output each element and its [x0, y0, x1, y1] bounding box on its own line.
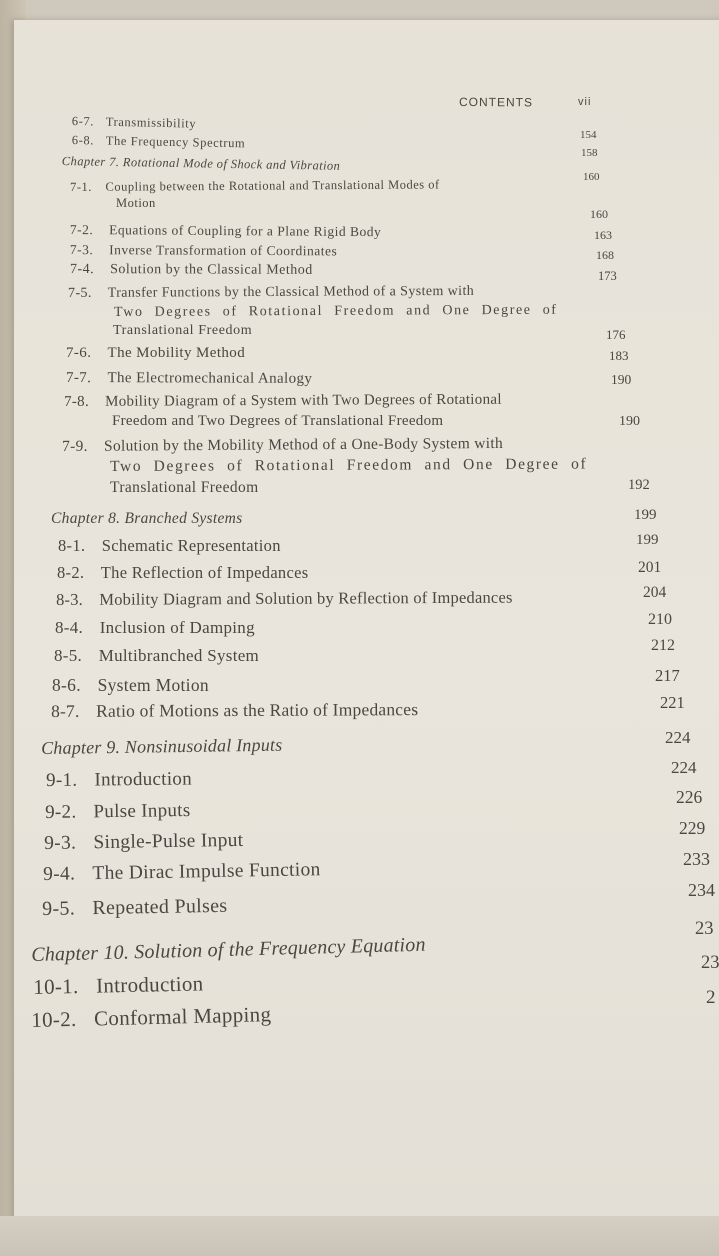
toc-entry-9-1: [46, 768, 192, 792]
toc-entry-8-6: [52, 675, 209, 696]
toc-entry-8-1: [58, 536, 281, 556]
section-title: Transfer Functions by the Classical Method of a System with: [107, 283, 475, 301]
section-title: Repeated Pulses: [92, 894, 228, 920]
section-title: Inverse Transformation of Coordinates: [109, 242, 338, 259]
chapter-heading-10: Chapter 10. Solution of the Frequency Equation: [31, 933, 426, 966]
section-number: 8-5.: [54, 646, 83, 665]
toc-entry-6-7: [72, 114, 197, 132]
section-number: 10-2.: [31, 1006, 77, 1032]
section-number: 9-1.: [46, 769, 78, 791]
page-number-roman: vii: [578, 96, 592, 108]
section-title: Introduction: [95, 971, 204, 998]
section-title-continued: Translational Freedom: [113, 323, 253, 338]
page-number: 217: [655, 666, 680, 685]
page-number: 224: [671, 758, 697, 777]
toc-entry-7-9: [62, 435, 503, 456]
running-header: CONTENTS: [458, 95, 533, 110]
section-title: The Electromechanical Analogy: [107, 370, 313, 387]
section-number: 7-4.: [69, 262, 95, 278]
page-number: 23: [695, 919, 714, 939]
page-number: 221: [660, 693, 685, 712]
section-number: 10-1.: [33, 974, 79, 999]
page-number: 199: [634, 507, 657, 523]
table-surface: [0, 1216, 719, 1256]
section-number: 8-6.: [52, 675, 81, 695]
section-number: 7-9.: [62, 437, 88, 455]
section-number: 9-5.: [42, 897, 76, 920]
page-number: 210: [648, 611, 672, 628]
chapter-heading-8: Chapter 8. Branched Systems: [51, 510, 243, 527]
toc-entry-10-1: [33, 971, 204, 1000]
section-title: Solution by the Mobility Method of a One-Body System with: [103, 434, 504, 455]
page-number: 229: [679, 818, 706, 838]
section-title: Coupling between the Rotational and Translational Modes of: [105, 177, 440, 194]
page-number: 168: [596, 248, 614, 262]
section-number: 7-5.: [68, 285, 92, 301]
toc-entry-7-8: [64, 392, 502, 411]
section-title-continued: Two Degrees of Rotational Freedom and One Degree of: [114, 302, 558, 320]
section-number: 8-4.: [55, 618, 84, 637]
toc-entry-8-3: [56, 588, 513, 610]
page-number: 163: [594, 228, 612, 242]
section-number: 8-1.: [58, 536, 86, 555]
section-title: The Dirac Impulse Function: [92, 859, 321, 885]
section-number: 8-2.: [57, 563, 85, 582]
section-number: 7-8.: [64, 393, 90, 410]
section-title: Single-Pulse Input: [93, 829, 244, 854]
page-number: 173: [598, 269, 617, 283]
section-title-continued: Translational Freedom: [110, 479, 259, 496]
toc-entry-8-7: [51, 699, 418, 722]
section-number: 7-7.: [65, 370, 92, 387]
chapter-heading-9: Chapter 9. Nonsinusoidal Inputs: [41, 734, 283, 758]
page-number: 154: [580, 129, 597, 141]
page-number: 224: [665, 728, 691, 747]
section-title: The Mobility Method: [107, 345, 246, 361]
chapter-heading-7: Chapter 7. Rotational Mode of Shock and Vibration: [61, 154, 341, 173]
toc-entry-7-1: [70, 177, 440, 195]
section-title: Mobility Diagram and Solution by Reflection of Impedances: [99, 587, 513, 609]
section-number: 7-6.: [66, 345, 92, 361]
section-title: Pulse Inputs: [93, 799, 191, 823]
toc-entry-9-3: [44, 830, 244, 855]
section-number: 7-2.: [69, 222, 94, 238]
toc-entry-7-6: [66, 345, 245, 362]
page-number: 233: [683, 849, 710, 869]
section-title: Conformal Mapping: [93, 1002, 272, 1031]
toc-entry-7-3: [70, 242, 337, 259]
section-title: Schematic Representation: [101, 536, 281, 555]
section-number: 7-1.: [70, 179, 92, 194]
section-title: Mobility Diagram of a System with Two Degrees of Rotational: [105, 391, 502, 410]
section-title: Transmissibility: [105, 114, 197, 131]
page-number: 192: [628, 477, 650, 493]
section-number: 8-3.: [56, 589, 84, 609]
page-number: 23: [701, 953, 719, 973]
page-number: 212: [651, 637, 675, 654]
section-title: Ratio of Motions as the Ratio of Impedances: [96, 699, 419, 721]
page-number: 158: [581, 147, 598, 159]
section-number: 9-3.: [44, 832, 77, 854]
section-title-continued: Two Degrees of Rotational Freedom and One Degree of: [110, 455, 588, 475]
toc-entry-8-4: [55, 618, 255, 638]
section-number: 9-2.: [45, 801, 77, 823]
toc-entry-7-4: [70, 262, 313, 279]
section-title: System Motion: [97, 675, 209, 695]
page-number: 176: [606, 327, 626, 342]
section-title-continued: Freedom and Two Degrees of Translational Freedom: [112, 413, 444, 429]
section-number: 8-7.: [51, 700, 80, 721]
section-title: The Reflection of Impedances: [100, 563, 309, 582]
page-number: 160: [590, 207, 608, 221]
toc-entry-9-5: [42, 895, 228, 921]
page-number: 2: [706, 987, 716, 1008]
page-number: 183: [609, 348, 629, 363]
toc-entry-8-5: [54, 646, 259, 666]
toc-entry-7-7: [66, 370, 312, 388]
toc-entry-8-2: [57, 563, 308, 583]
section-title: Solution by the Classical Method: [110, 262, 313, 278]
section-title: Multibranched System: [98, 646, 260, 665]
page-number: 201: [638, 559, 662, 576]
section-title-continued: Motion: [116, 196, 156, 210]
section-title: Equations of Coupling for a Plane Rigid Body: [109, 222, 382, 240]
section-title: Introduction: [94, 768, 193, 791]
page-number: 190: [619, 414, 640, 429]
section-title: Inclusion of Damping: [99, 618, 255, 637]
section-number: 9-4.: [43, 863, 76, 885]
section-number: 6-8.: [71, 133, 95, 148]
page-number: 199: [636, 532, 659, 548]
page-number: 160: [583, 171, 600, 183]
toc-entry-7-5: [68, 284, 474, 302]
toc-entry-9-2: [45, 800, 191, 824]
page-number: 234: [688, 880, 715, 900]
page-number: 204: [643, 584, 667, 601]
page-number: 226: [676, 787, 703, 807]
section-number: 7-3.: [69, 242, 94, 258]
page-number: 190: [611, 372, 632, 387]
section-title: The Frequency Spectrum: [105, 133, 246, 151]
toc-entry-7-2: [70, 222, 381, 240]
section-number: 6-7.: [71, 114, 95, 129]
